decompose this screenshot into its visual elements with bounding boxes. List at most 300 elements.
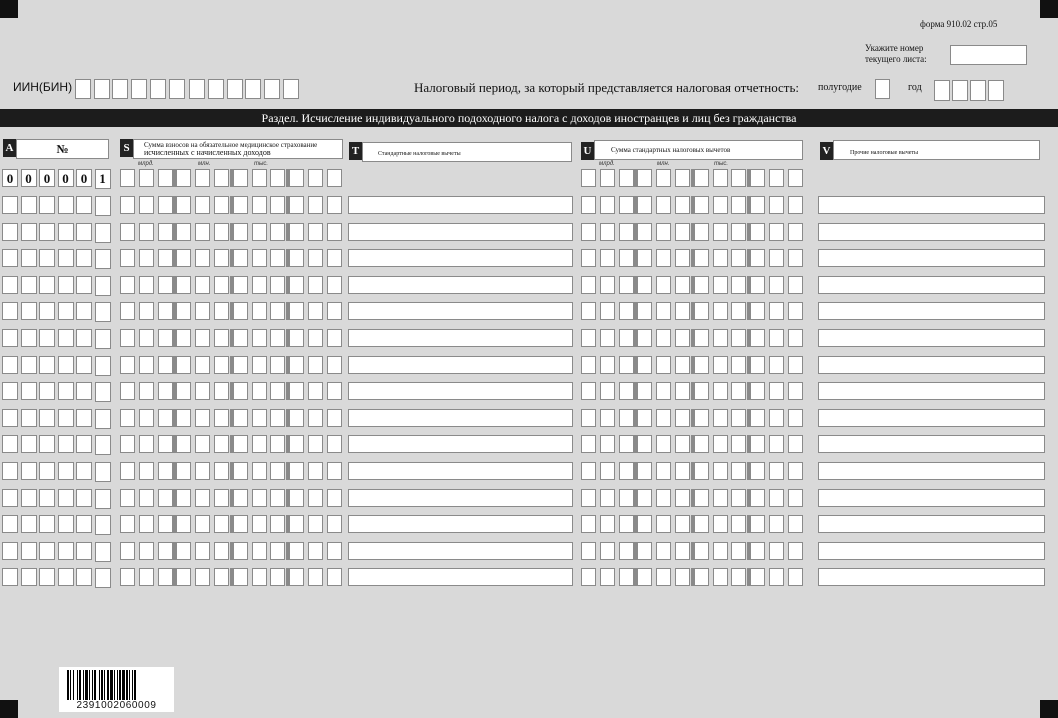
row-number-cell[interactable] [21,223,37,241]
column-s-digit[interactable] [214,568,229,586]
column-u-digit[interactable] [600,409,615,427]
column-u-digit[interactable] [675,489,690,507]
column-s-digit[interactable] [158,568,173,586]
column-s-digit[interactable] [233,568,248,586]
column-u-digit[interactable] [600,276,615,294]
column-u-digit[interactable] [637,223,652,241]
row-number-cell[interactable] [95,462,111,482]
column-u-digit[interactable] [619,356,634,374]
column-v-field[interactable] [818,462,1045,480]
column-u-digit[interactable] [656,489,671,507]
column-u-digit[interactable] [694,169,709,187]
column-u-digit[interactable] [619,435,634,453]
column-t-field[interactable] [348,382,573,400]
column-u-digit[interactable] [600,302,615,320]
column-s-digit[interactable] [176,329,191,347]
column-u-digit[interactable] [750,409,765,427]
column-u-digit[interactable] [694,409,709,427]
column-s-digit[interactable] [120,489,135,507]
column-s-digit[interactable] [214,223,229,241]
column-s-digit[interactable] [252,329,267,347]
column-s-digit[interactable] [158,382,173,400]
column-s-digit[interactable] [195,276,210,294]
column-u-digit[interactable] [656,568,671,586]
iin-cell[interactable] [283,79,299,99]
column-v-field[interactable] [818,515,1045,533]
row-number-cell[interactable] [39,382,55,400]
column-s-digit[interactable] [120,542,135,560]
column-s-digit[interactable] [120,409,135,427]
column-s-digit[interactable] [195,542,210,560]
column-s-digit[interactable] [308,435,323,453]
column-u-digit[interactable] [769,276,784,294]
column-s-digit[interactable] [270,356,285,374]
column-s-digit[interactable] [214,276,229,294]
column-u-digit[interactable] [656,196,671,214]
column-s-digit[interactable] [176,515,191,533]
column-u-digit[interactable] [750,249,765,267]
row-number-cell[interactable] [21,409,37,427]
row-number-cell[interactable] [58,382,74,400]
row-number-cell[interactable] [76,329,92,347]
row-number-cell[interactable] [76,409,92,427]
column-s-digit[interactable] [158,196,173,214]
column-u-digit[interactable] [713,382,728,400]
row-number-cell[interactable] [39,249,55,267]
column-u-digit[interactable] [750,515,765,533]
row-number-cell[interactable] [21,382,37,400]
year-cell[interactable] [988,80,1004,101]
row-number-cell[interactable] [76,223,92,241]
column-s-digit[interactable] [158,302,173,320]
column-s-digit[interactable] [289,356,304,374]
column-u-digit[interactable] [581,223,596,241]
column-u-digit[interactable] [713,356,728,374]
column-u-digit[interactable] [619,542,634,560]
row-number-cell[interactable] [21,435,37,453]
column-t-field[interactable] [348,276,573,294]
column-s-digit[interactable] [252,568,267,586]
row-number-cell[interactable] [95,568,111,588]
column-v-field[interactable] [818,276,1045,294]
column-u-digit[interactable] [788,329,803,347]
column-u-digit[interactable] [713,515,728,533]
column-s-digit[interactable] [176,302,191,320]
row-number-cell[interactable] [21,196,37,214]
column-u-digit[interactable] [600,249,615,267]
row-number-cell[interactable] [39,276,55,294]
column-s-digit[interactable] [158,276,173,294]
column-s-digit[interactable] [233,489,248,507]
column-u-digit[interactable] [731,169,746,187]
column-v-field[interactable] [818,249,1045,267]
row-number-cell[interactable]: 0 [21,169,37,187]
column-s-digit[interactable] [120,329,135,347]
column-s-digit[interactable] [214,249,229,267]
column-s-digit[interactable] [327,249,342,267]
iin-cell[interactable] [189,79,205,99]
row-number-cell[interactable] [2,568,18,586]
row-number-cell[interactable] [39,542,55,560]
column-u-digit[interactable] [750,223,765,241]
row-number-cell[interactable] [39,515,55,533]
column-t-field[interactable] [348,329,573,347]
column-s-digit[interactable] [195,223,210,241]
column-s-digit[interactable] [327,196,342,214]
column-s-digit[interactable] [176,568,191,586]
column-v-field[interactable] [818,223,1045,241]
column-u-digit[interactable] [788,542,803,560]
column-s-digit[interactable] [308,568,323,586]
column-s-digit[interactable] [270,169,285,187]
row-number-cell[interactable]: 0 [58,169,74,187]
column-s-digit[interactable] [289,462,304,480]
year-cell[interactable] [934,80,950,101]
column-s-digit[interactable] [327,329,342,347]
row-number-cell[interactable] [58,515,74,533]
column-u-digit[interactable] [694,542,709,560]
column-u-digit[interactable] [581,302,596,320]
column-s-digit[interactable] [289,329,304,347]
column-s-digit[interactable] [252,223,267,241]
column-s-digit[interactable] [214,515,229,533]
column-u-digit[interactable] [750,542,765,560]
column-s-digit[interactable] [289,382,304,400]
column-u-digit[interactable] [694,489,709,507]
column-s-digit[interactable] [195,435,210,453]
column-u-digit[interactable] [788,568,803,586]
column-s-digit[interactable] [289,409,304,427]
column-u-digit[interactable] [637,276,652,294]
column-u-digit[interactable] [656,462,671,480]
row-number-cell[interactable] [76,382,92,400]
column-s-digit[interactable] [252,382,267,400]
column-s-digit[interactable] [176,409,191,427]
column-s-digit[interactable] [139,169,154,187]
column-u-digit[interactable] [675,435,690,453]
column-s-digit[interactable] [139,489,154,507]
column-s-digit[interactable] [195,409,210,427]
column-u-digit[interactable] [656,249,671,267]
column-t-field[interactable] [348,489,573,507]
row-number-cell[interactable] [21,489,37,507]
column-v-field[interactable] [818,196,1045,214]
column-s-digit[interactable] [233,435,248,453]
column-s-digit[interactable] [139,409,154,427]
column-s-digit[interactable] [158,223,173,241]
column-u-digit[interactable] [731,276,746,294]
iin-cell[interactable] [75,79,91,99]
row-number-cell[interactable] [95,276,111,296]
column-s-digit[interactable] [289,435,304,453]
column-u-digit[interactable] [656,276,671,294]
column-u-digit[interactable] [637,435,652,453]
column-v-field[interactable] [818,382,1045,400]
column-s-digit[interactable] [120,435,135,453]
column-u-digit[interactable] [694,435,709,453]
column-u-digit[interactable] [788,169,803,187]
row-number-cell[interactable] [2,409,18,427]
column-u-digit[interactable] [769,169,784,187]
column-u-digit[interactable] [637,568,652,586]
column-u-digit[interactable] [581,462,596,480]
column-v-field[interactable] [818,568,1045,586]
column-s-digit[interactable] [139,329,154,347]
column-s-digit[interactable] [120,196,135,214]
column-s-digit[interactable] [308,223,323,241]
column-s-digit[interactable] [120,356,135,374]
column-s-digit[interactable] [327,169,342,187]
row-number-cell[interactable] [21,329,37,347]
column-u-digit[interactable] [713,249,728,267]
row-number-cell[interactable] [76,276,92,294]
column-u-digit[interactable] [750,196,765,214]
column-s-digit[interactable] [120,462,135,480]
row-number-cell[interactable] [2,356,18,374]
column-u-digit[interactable] [769,489,784,507]
column-s-digit[interactable] [252,169,267,187]
column-u-digit[interactable] [713,409,728,427]
column-v-field[interactable] [818,329,1045,347]
column-s-digit[interactable] [233,223,248,241]
column-s-digit[interactable] [308,542,323,560]
column-s-digit[interactable] [308,409,323,427]
column-u-digit[interactable] [600,382,615,400]
row-number-cell[interactable] [76,249,92,267]
column-u-digit[interactable] [600,169,615,187]
column-s-digit[interactable] [270,196,285,214]
row-number-cell[interactable]: 1 [95,169,111,189]
row-number-cell[interactable] [76,356,92,374]
column-s-digit[interactable] [158,542,173,560]
row-number-cell[interactable]: 0 [2,169,18,187]
column-u-digit[interactable] [731,542,746,560]
column-u-digit[interactable] [713,489,728,507]
column-u-digit[interactable] [675,462,690,480]
row-number-cell[interactable] [39,196,55,214]
row-number-cell[interactable] [2,489,18,507]
column-s-digit[interactable] [139,276,154,294]
column-s-digit[interactable] [233,462,248,480]
column-s-digit[interactable] [214,542,229,560]
column-u-digit[interactable] [600,435,615,453]
column-u-digit[interactable] [637,382,652,400]
column-u-digit[interactable] [788,382,803,400]
row-number-cell[interactable] [76,515,92,533]
column-s-digit[interactable] [214,329,229,347]
column-u-digit[interactable] [769,409,784,427]
row-number-cell[interactable] [95,409,111,429]
column-s-digit[interactable] [233,542,248,560]
column-u-digit[interactable] [750,462,765,480]
row-number-cell[interactable] [2,382,18,400]
column-s-digit[interactable] [139,223,154,241]
column-s-digit[interactable] [270,568,285,586]
column-u-digit[interactable] [600,515,615,533]
column-u-digit[interactable] [769,435,784,453]
column-s-digit[interactable] [139,568,154,586]
column-s-digit[interactable] [176,223,191,241]
column-u-digit[interactable] [637,169,652,187]
column-u-digit[interactable] [675,223,690,241]
column-s-digit[interactable] [158,329,173,347]
column-s-digit[interactable] [289,542,304,560]
column-s-digit[interactable] [139,515,154,533]
column-s-digit[interactable] [308,462,323,480]
column-u-digit[interactable] [694,223,709,241]
column-s-digit[interactable] [327,462,342,480]
column-u-digit[interactable] [769,249,784,267]
column-s-digit[interactable] [233,409,248,427]
column-u-digit[interactable] [731,302,746,320]
column-s-digit[interactable] [233,382,248,400]
sheet-number-field[interactable] [950,45,1027,65]
column-u-digit[interactable] [713,223,728,241]
column-s-digit[interactable] [252,302,267,320]
column-s-digit[interactable] [327,568,342,586]
row-number-cell[interactable] [95,329,111,349]
column-u-digit[interactable] [694,515,709,533]
column-s-digit[interactable] [176,356,191,374]
column-s-digit[interactable] [176,542,191,560]
iin-cell[interactable] [131,79,147,99]
row-number-cell[interactable] [76,568,92,586]
row-number-cell[interactable] [2,196,18,214]
column-s-digit[interactable] [120,249,135,267]
row-number-cell[interactable] [76,196,92,214]
column-u-digit[interactable] [581,249,596,267]
row-number-cell[interactable] [58,329,74,347]
iin-cell[interactable] [150,79,166,99]
column-s-digit[interactable] [176,169,191,187]
column-s-digit[interactable] [120,515,135,533]
column-t-field[interactable] [348,196,573,214]
column-u-digit[interactable] [731,489,746,507]
column-u-digit[interactable] [581,489,596,507]
column-u-digit[interactable] [581,542,596,560]
row-number-cell[interactable] [21,356,37,374]
column-s-digit[interactable] [252,249,267,267]
column-u-digit[interactable] [788,356,803,374]
column-s-digit[interactable] [252,489,267,507]
column-s-digit[interactable] [252,356,267,374]
column-u-digit[interactable] [731,356,746,374]
column-s-digit[interactable] [327,276,342,294]
column-u-digit[interactable] [637,249,652,267]
column-s-digit[interactable] [308,329,323,347]
column-u-digit[interactable] [637,409,652,427]
column-u-digit[interactable] [713,276,728,294]
column-u-digit[interactable] [750,302,765,320]
column-s-digit[interactable] [327,302,342,320]
column-s-digit[interactable] [289,302,304,320]
column-u-digit[interactable] [694,329,709,347]
column-s-digit[interactable] [270,489,285,507]
column-s-digit[interactable] [214,196,229,214]
column-s-digit[interactable] [195,462,210,480]
column-u-digit[interactable] [713,462,728,480]
row-number-cell[interactable] [2,462,18,480]
column-s-digit[interactable] [158,515,173,533]
column-s-digit[interactable] [176,196,191,214]
column-s-digit[interactable] [158,409,173,427]
column-u-digit[interactable] [581,568,596,586]
row-number-cell[interactable] [2,329,18,347]
row-number-cell[interactable] [39,223,55,241]
column-u-digit[interactable] [600,223,615,241]
column-u-digit[interactable] [600,329,615,347]
row-number-cell[interactable]: 0 [39,169,55,187]
column-u-digit[interactable] [675,568,690,586]
column-s-digit[interactable] [270,276,285,294]
column-s-digit[interactable] [233,515,248,533]
column-u-digit[interactable] [713,435,728,453]
row-number-cell[interactable] [95,382,111,402]
column-u-digit[interactable] [713,302,728,320]
column-t-field[interactable] [348,568,573,586]
column-s-digit[interactable] [289,489,304,507]
column-s-digit[interactable] [327,515,342,533]
column-u-digit[interactable] [750,568,765,586]
column-u-digit[interactable] [600,542,615,560]
row-number-cell[interactable] [21,568,37,586]
row-number-cell[interactable] [2,435,18,453]
column-u-digit[interactable] [769,542,784,560]
column-s-digit[interactable] [289,196,304,214]
row-number-cell[interactable] [76,302,92,320]
column-u-digit[interactable] [769,568,784,586]
column-u-digit[interactable] [581,382,596,400]
column-u-digit[interactable] [694,356,709,374]
column-t-field[interactable] [348,515,573,533]
column-u-digit[interactable] [675,302,690,320]
column-u-digit[interactable] [750,169,765,187]
column-s-digit[interactable] [252,409,267,427]
column-u-digit[interactable] [656,515,671,533]
column-u-digit[interactable] [675,329,690,347]
column-s-digit[interactable] [214,489,229,507]
column-s-digit[interactable] [308,249,323,267]
column-s-digit[interactable] [308,302,323,320]
column-s-digit[interactable] [214,382,229,400]
column-u-digit[interactable] [750,489,765,507]
column-u-digit[interactable] [581,196,596,214]
column-u-digit[interactable] [619,462,634,480]
year-cell[interactable] [970,80,986,101]
column-u-digit[interactable] [675,196,690,214]
column-s-digit[interactable] [214,435,229,453]
column-u-digit[interactable] [750,435,765,453]
column-u-digit[interactable] [731,196,746,214]
column-u-digit[interactable] [788,489,803,507]
column-s-digit[interactable] [195,302,210,320]
column-u-digit[interactable] [788,515,803,533]
column-s-digit[interactable] [214,302,229,320]
row-number-cell[interactable] [21,249,37,267]
column-s-digit[interactable] [176,489,191,507]
column-u-digit[interactable] [637,542,652,560]
row-number-cell[interactable] [95,542,111,562]
column-u-digit[interactable] [769,196,784,214]
column-u-digit[interactable] [656,223,671,241]
iin-cell[interactable] [208,79,224,99]
column-t-field[interactable] [348,409,573,427]
row-number-cell[interactable] [39,409,55,427]
column-u-digit[interactable] [675,515,690,533]
column-u-digit[interactable] [788,409,803,427]
column-u-digit[interactable] [619,196,634,214]
row-number-cell[interactable] [21,542,37,560]
